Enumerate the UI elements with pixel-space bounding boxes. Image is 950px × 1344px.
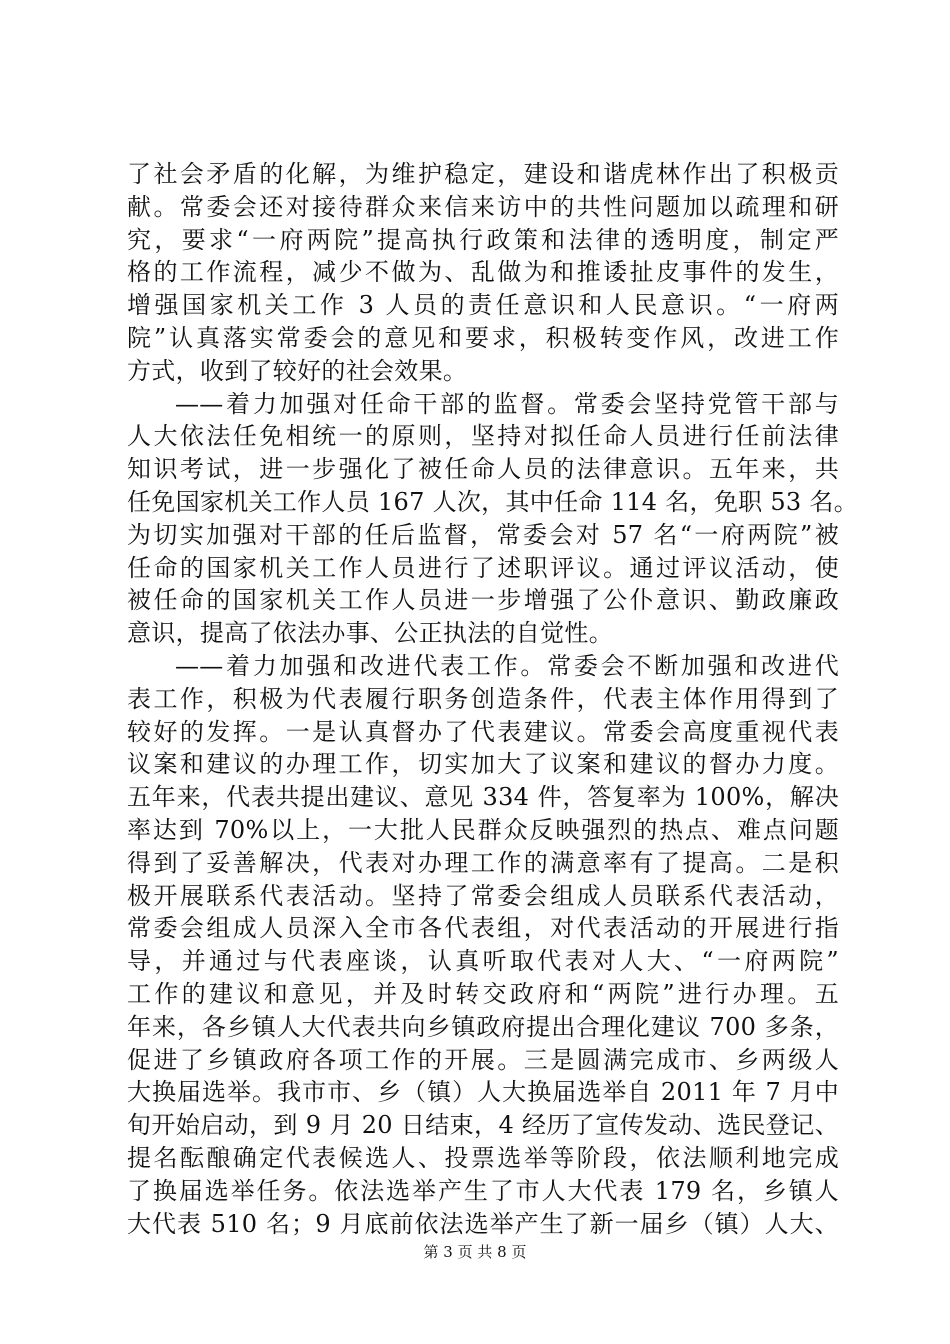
paragraph-start-line: ——着力加强和改进代表工作。常委会不断加强和改进代	[175, 651, 839, 680]
text-line: 率达到 70%以上，一大批人民群众反映强烈的热点、难点问题	[127, 815, 839, 844]
text-line: 议案和建议的办理工作，切实加大了议案和建议的督办力度。	[127, 750, 839, 779]
text-line: 了换届选举任务。依法选举产生了市人大代表 179 名，乡镇人	[127, 1176, 839, 1205]
text-line: 方式，收到了较好的社会效果。	[127, 356, 468, 385]
text-line: 献。常委会还对接待群众来信来访中的共性问题加以疏理和研	[127, 192, 839, 221]
document-body	[127, 158, 859, 1240]
paragraph-start-line: ——着力加强对任命干部的监督。常委会坚持党管干部与	[175, 389, 839, 418]
text-line: 工作的建议和意见，并及时转交政府和“两院”进行办理。五	[127, 979, 839, 1008]
text-line: 年来，各乡镇人大代表共向乡镇政府提出合理化建议 700 多条，	[127, 1012, 839, 1041]
text-line: 院”认真落实常委会的意见和要求，积极转变作风，改进工作	[127, 323, 839, 352]
text-line: 格的工作流程，减少不做为、乱做为和推诿扯皮事件的发生，	[127, 258, 839, 287]
text-line: 任命的国家机关工作人员进行了述职评议。通过评议活动，使	[127, 553, 839, 582]
text-line: 了社会矛盾的化解，为维护稳定，建设和谐虎林作出了积极贡	[127, 160, 839, 188]
text-line: 增强国家机关工作 3 人员的责任意识和人民意识。“一府两	[127, 291, 839, 320]
text-line: 提名酝酿确定代表候选人、投票选举等阶段，依法顺利地完成	[127, 1143, 839, 1172]
text-line: 得到了妥善解决，代表对办理工作的满意率有了提高。二是积	[127, 848, 839, 877]
text-line: 任免国家机关工作人员 167 人次，其中任命 114 名，免职 53 名。	[127, 487, 859, 516]
page-footer	[0, 1242, 950, 1262]
text-line: 极开展联系代表活动。坚持了常委会组成人员联系代表活动，	[127, 881, 839, 910]
text-line: 知识考试，进一步强化了被任命人员的法律意识。五年来，共	[127, 455, 839, 484]
text-line: 导，并通过与代表座谈，认真听取代表对人大、“一府两院”	[127, 947, 839, 976]
text-line: 大代表 510 名；9 月底前依法选举产生了新一届乡（镇）人大、	[127, 1209, 839, 1238]
text-line: 为切实加强对干部的任后监督，常委会对 57 名“一府两院”被	[127, 520, 839, 549]
text-line: 表工作，积极为代表履行职务创造条件，代表主体作用得到了	[127, 684, 839, 713]
text-line: 人大依法任免相统一的原则，坚持对拟任命人员进行任前法律	[127, 422, 839, 451]
text-line: 五年来，代表共提出建议、意见 334 件，答复率为 100%，解决	[127, 783, 839, 812]
text-line: 促进了乡镇政府各项工作的开展。三是圆满完成市、乡两级人	[127, 1045, 839, 1074]
text-line: 究，要求“一府两院”提高执行政策和法律的透明度，制定严	[127, 225, 839, 254]
text-line: 意识，提高了依法办事、公正执法的自觉性。	[127, 619, 613, 648]
page-number: 第 3 页 共 8 页	[423, 1243, 527, 1261]
text-line: 旬开始启动，到 9 月 20 日结束，4 经历了宣传发动、选民登记、	[127, 1111, 839, 1140]
text-line: 被任命的国家机关工作人员进一步增强了公仆意识、勤政廉政	[127, 586, 839, 615]
text-line: 较好的发挥。一是认真督办了代表建议。常委会高度重视代表	[127, 717, 839, 746]
text-line: 大换届选举。我市市、乡（镇）人大换届选举自 2011 年 7 月中	[127, 1078, 839, 1107]
text-line: 常委会组成人员深入全市各代表组，对代表活动的开展进行指	[127, 914, 839, 943]
